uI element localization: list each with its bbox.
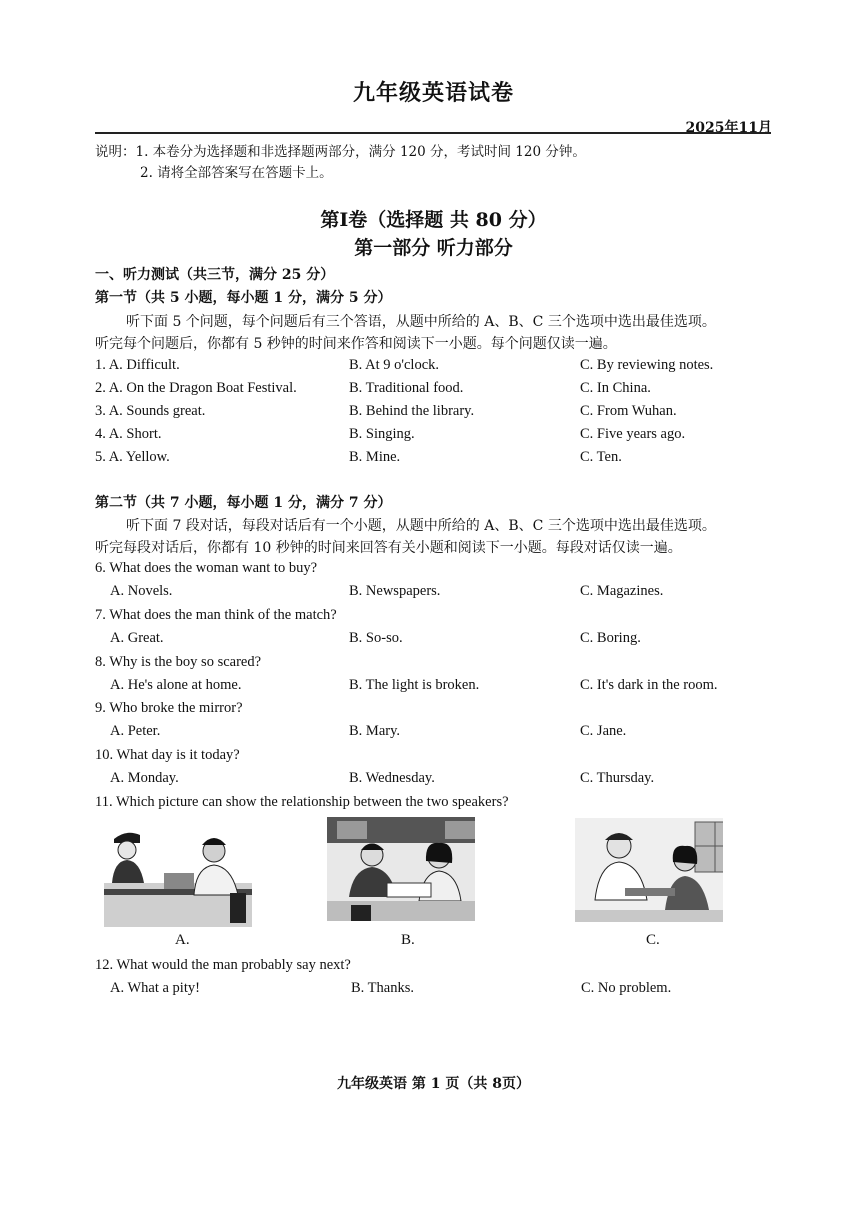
q6-option-c: C. Magazines.	[580, 583, 664, 599]
exam-title: 九年级英语试卷	[352, 80, 514, 106]
q5-option-b: B. Mine.	[349, 449, 401, 465]
q9-option-c: C. Jane.	[580, 723, 627, 739]
note-line-1: 说明：1. 本卷分为选择题和非选择题两部分，满分 120 分，考试时间 120 分钟。	[95, 144, 586, 160]
q7-option-a: A. Great.	[110, 630, 164, 646]
q1-option-a: 1. A. Difficult.	[95, 357, 180, 373]
q6-option-b: B. Newspapers.	[349, 583, 441, 599]
q2-option-a: 2. A. On the Dragon Boat Festival.	[95, 380, 297, 396]
q8-option-a: A. He's alone at home.	[110, 677, 242, 693]
q9-option-b: B. Mary.	[349, 723, 401, 739]
picture-b-classmates-image	[327, 817, 475, 921]
section2-instruction-2: 听完每段对话后，你都有 10 秒钟的时间来回答有关小题和阅读下一小题。每段对话仅读一遍。	[95, 540, 682, 556]
q5-option-c: C. Ten.	[580, 449, 622, 465]
section2-instruction-1: 听下面 7 段对话，每段对话后有一个小题，从题中所给的 A、B、C 三个选项中选出最佳选项。	[126, 518, 716, 534]
section1-instruction-1: 听下面 5 个问题，每个问题后有三个答语，从题中所给的 A、B、C 三个选项中选出最佳选项。	[126, 314, 716, 330]
q12-option-c: C. No problem.	[581, 980, 672, 996]
picture-a-label: A.	[175, 932, 190, 948]
q4-option-c: C. Five years ago.	[580, 426, 686, 442]
exam-date: 2025年11月	[685, 120, 772, 136]
q8-option-c: C. It's dark in the room.	[580, 677, 718, 693]
q4-option-a: 4. A. Short.	[95, 426, 162, 442]
q12-option-a: A. What a pity!	[110, 980, 200, 996]
part-title: 第一部分 听力部分	[354, 237, 513, 259]
q3-option-c: C. From Wuhan.	[580, 403, 677, 419]
q9-stem: 9. Who broke the mirror?	[95, 700, 243, 716]
q7-stem: 7. What does the man think of the match?	[95, 607, 337, 623]
q2-option-c: C. In China.	[580, 380, 651, 396]
picture-b-label: B.	[401, 932, 415, 948]
q9-option-a: A. Peter.	[110, 723, 161, 739]
picture-a-police-image	[104, 823, 252, 927]
q1-option-c: C. By reviewing notes.	[580, 357, 714, 373]
picture-c-label: C.	[646, 932, 660, 948]
q3-option-a: 3. A. Sounds great.	[95, 403, 206, 419]
q5-option-a: 5. A. Yellow.	[95, 449, 170, 465]
q2-option-b: B. Traditional food.	[349, 380, 464, 396]
header-rule	[95, 132, 771, 134]
section-main-heading: 一、听力测试（共三节，满分 25 分）	[95, 267, 335, 283]
q10-option-b: B. Wednesday.	[349, 770, 435, 786]
q7-option-c: C. Boring.	[580, 630, 641, 646]
note-line-2: 2. 请将全部答案写在答题卡上。	[140, 165, 333, 181]
volume-title: 第Ⅰ卷（选择题 共 80 分）	[320, 209, 547, 231]
q8-option-b: B. The light is broken.	[349, 677, 480, 693]
section2-heading: 第二节（共 7 小题，每小题 1 分，满分 7 分）	[95, 495, 392, 511]
q6-stem: 6. What does the woman want to buy?	[95, 560, 318, 576]
q6-option-a: A. Novels.	[110, 583, 173, 599]
q12-stem: 12. What would the man probably say next?	[95, 957, 351, 973]
q1-option-b: B. At 9 o'clock.	[349, 357, 440, 373]
picture-c-doctor-image	[575, 818, 723, 922]
q10-stem: 10. What day is it today?	[95, 747, 240, 763]
q10-option-c: C. Thursday.	[580, 770, 655, 786]
section1-instruction-2: 听完每个问题后，你都有 5 秒钟的时间来作答和阅读下一小题。每个问题仅读一遍。	[95, 336, 617, 352]
q10-option-a: A. Monday.	[110, 770, 179, 786]
q8-stem: 8. Why is the boy so scared?	[95, 654, 262, 670]
q3-option-b: B. Behind the library.	[349, 403, 475, 419]
q11-stem: 11. Which picture can show the relationship between the two speakers?	[95, 794, 509, 810]
q4-option-b: B. Singing.	[349, 426, 415, 442]
page-footer: 九年级英语 第 1 页（共 8页）	[337, 1076, 530, 1092]
section1-heading: 第一节（共 5 小题，每小题 1 分，满分 5 分）	[95, 290, 392, 306]
q7-option-b: B. So-so.	[349, 630, 403, 646]
q12-option-b: B. Thanks.	[351, 980, 414, 996]
